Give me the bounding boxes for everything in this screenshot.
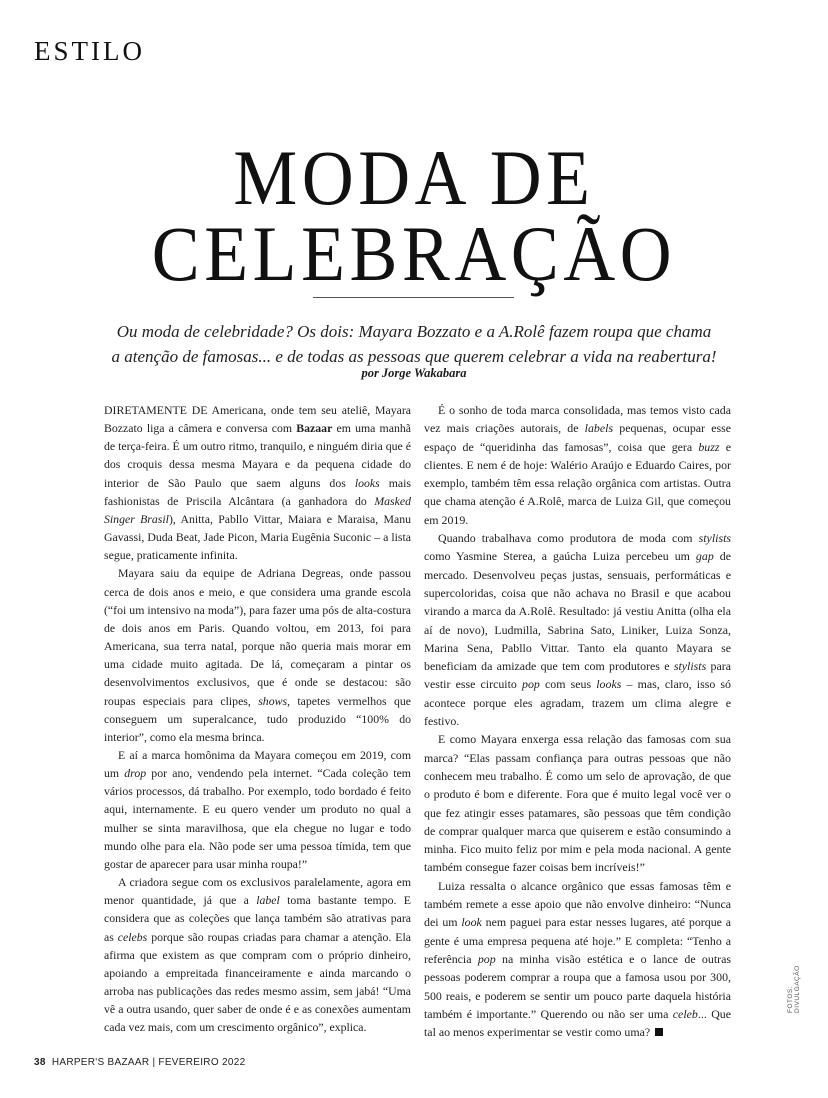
article-title [33, 134, 795, 297]
footer-text: HARPER'S BAZAAR | FEVEREIRO 2022 [51, 1057, 246, 1068]
byline: por Jorge Wakabara [361, 366, 467, 380]
page-footer [34, 1057, 245, 1068]
body-paragraph: E aí a marca homônima da Mayara começou em 2019, com um drop por ano, vendendo pela internet. “Cada coleção tem vários processos, dá trabalho. Por exemplo, todo bordado é feito aqui, internamente. E eu quero vender um produto no qual a mulher se sinta maravilhosa, que ela chegue no lugar e todo mundo olhe para ela. Não pode ser uma pessoa tímida, tem que gostar de aparecer para usar minha roupa!” [104, 747, 411, 871]
page-number: 38 [34, 1057, 46, 1068]
body-paragraph: A criadora segue com os exclusivos paralelamente, agora em menor quantidade, já que a label toma bastante tempo. E considera que as coleções que lança também são atrativas para as celebs porque são roupas criadas para chamar a atenção. Ela afirma que existem as que compram com o próprio dinheiro, apoiando a empreitada financeiramente e ainda marcando o arroba nas publicações das redes mesmo assim, sem jabá! “Uma vê a outra usando, quer saber de onde é e as conexões aumentam cada vez mais, com um crescimento orgânico”, explica. [104, 875, 411, 1035]
body-paragraph: DIRETAMENTE DE Americana, onde tem seu ateliê, Mayara Bozzato liga a câmera e conversa com Bazaar em uma manhã de terça-feira. É um outro ritmo, tranquilo, e ninguém diria que é dos croquis dessa mesma Mayara e da pequena cidade do interior de São Paulo que saem alguns dos looks mais fashionistas de Priscila Alcântara (a ganhadora do Masked Singer Brasil), Anitta, Pabllo Vittar, Maiara e Maraisa, Manu Gavassi, Duda Beat, Jade Picon, Maria Eugênia Suconic – a lista segue, praticamente infinita. [104, 403, 411, 563]
end-of-article-icon [655, 1028, 663, 1036]
body-paragraph: Quando trabalhava como produtora de moda com stylists como Yasmine Sterea, a gaúcha Luiza percebeu um gap de mercado. Desenvolveu peças justas, sensuais, performáticas e supercoloridas, coisa que não achava no Brasil e que acabou virando a marca da A.Rolê. Resultado: já vestiu Anitta (olha ela aí de novo), Ludmilla, Sabrina Sato, Liniker, Luiza Sonza, Marina Sena, Pabllo Vittar. Tanto ela quanto Mayara se beneficiam da amizade que tem com produtores e stylists para vestir esse circuito pop com seus looks – mas, claro, isso só acontece porque eles agradam, trazem um clima alegre e festivo. [424, 531, 731, 729]
title-divider [313, 297, 514, 298]
title-line-2: CELEBRAÇÃO [151, 210, 677, 297]
body-paragraph: É o sonho de toda marca consolidada, mas temos visto cada vez mais criações autorais, de labels pequenas, ocupar esse espaço de “queridinha das famosas”, coisa que gera buzz e clientes. E nem é de hoje: Walério Araújo e Eduardo Caires, por exemplo, também têm essa relação orgânica com artistas. Outra que chama atenção é A.Rolê, marca de Luiza Gil, que começou em 2019. [424, 403, 732, 527]
standfirst-line-2: a atenção de famosas... e de todas as pessoas que querem celebrar a vida na reabertura! [111, 347, 717, 366]
title-line-1: MODA DE [233, 134, 595, 221]
body-paragraph: Mayara saiu da equipe de Adriana Degreas, onde passou cerca de dois anos e meio, e que considera uma grande escola (“foi um intensivo na moda”), para fazer uma pós de alta-costura de dois anos em Paris. Quando voltou, em 2013, foi para Americana, sua terra natal, porque não queria mais morar em uma cidade muito agitada. De lá, começaram a pintar os desenvolvimentos exclusivos, que é onde se destacou: são roupas especiais para clipes, shows, tapetes vermelhos que conseguem um superalcance, tudo produzido “100% do interior”, como ela mesma brinca. [104, 566, 411, 744]
standfirst [80, 319, 748, 369]
standfirst-line-1: Ou moda de celebridade? Os dois: Mayara Bozzato e a A.Rolê fazem roupa que chama [116, 322, 712, 341]
section-label: ESTILO [34, 36, 145, 66]
body-column-left [104, 401, 411, 1036]
body-paragraph: Luiza ressalta o alcance orgânico que essas famosas têm e também remete a esse apoio que não envolve dinheiro: “Nunca dei um look nem paguei para estar nesses lugares, até porque a gente é uma empresa pequena até hoje.” E completa: “Tenho a referência pop na minha visão estética e o lance de outras pessoas poderem comprar a roupa que a famosa usou por 300, 500 reais, e poderem se sentir um pouco parte daquela história também é importante.” Querendo ou não ser uma celeb... Que tal ao menos experimentar se vestir como uma? [424, 878, 731, 1040]
body-paragraph: E como Mayara enxerga essa relação das famosas com sua marca? “Elas passam confiança para outras pessoas que não conhecem meu trabalho. É como um selo de aprovação, de que o produto é bom e diferente. Fora que é muito legal você ver o que fez atingir esses patamares, são pessoas que têm condição de comprar qualquer marca que quiserem e estão consumindo a minha. Fico muito feliz por mim e pela moda nacional. A gente também consegue fazer coisas bem incríveis!” [424, 732, 731, 875]
photo-credit: FOTOS: DIVULGAÇÃO [787, 965, 801, 1013]
body-column-right [424, 401, 731, 1041]
